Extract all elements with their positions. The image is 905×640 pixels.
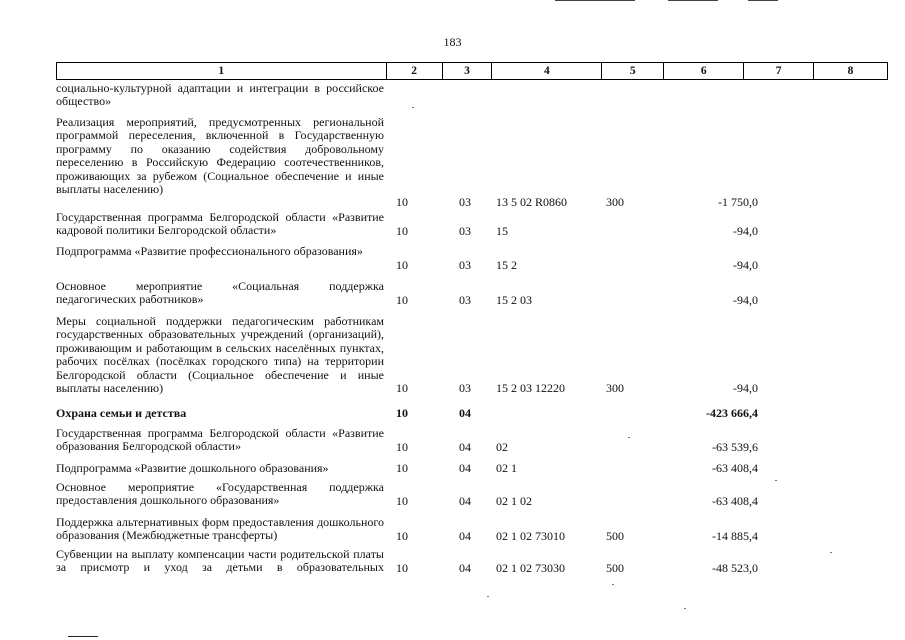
row-section: 10 (396, 195, 408, 209)
row-expense-type: 300 (606, 195, 624, 209)
top-rule-mid (668, 0, 718, 1)
row-subsection: 04 (459, 529, 471, 543)
row-subsection: 04 (459, 440, 471, 454)
scan-speck (775, 480, 777, 481)
row-target-code: 02 1 02 73010 (496, 529, 565, 543)
row-section: 10 (396, 440, 408, 454)
table-header (56, 62, 888, 80)
header-col-1: 1 (57, 63, 387, 79)
header-col-4: 4 (492, 63, 602, 79)
row-amount: -14 885,4 (712, 529, 758, 543)
scan-speck (612, 584, 614, 585)
row-target-code: 15 (496, 224, 508, 238)
row-section: 10 (396, 258, 408, 272)
row-subsection: 03 (459, 293, 471, 307)
row-target-code: 15 2 03 (496, 293, 532, 307)
row-target-code: 15 2 03 12220 (496, 381, 565, 395)
row-subsection: 04 (459, 494, 471, 508)
row-target-code: 13 5 02 R0860 (496, 195, 568, 209)
row-amount: -63 408,4 (712, 494, 758, 508)
row-amount: -63 408,4 (712, 461, 758, 475)
row-amount: -94,0 (733, 258, 758, 272)
row-subsection: 04 (459, 461, 471, 475)
header-col-2: 2 (387, 63, 443, 79)
row-section: 10 (396, 461, 408, 475)
row-amount: -1 750,0 (718, 195, 758, 209)
row-expense-type: 300 (606, 381, 624, 395)
header-col-7: 7 (744, 63, 814, 79)
row-target-code: 02 1 02 73030 (496, 561, 565, 575)
scan-speck (684, 608, 686, 609)
bottom-rule (68, 636, 98, 637)
scan-speck (487, 596, 489, 597)
header-col-5: 5 (602, 63, 664, 79)
row-section: 10 (396, 494, 408, 508)
row-description: Реализация мероприятий, предусмотренных региональной программой переселения, включенной в Государственную программу по оказанию содействия добровольному переселению в Российскую Федерацию соотечественников, проживающих за рубежом (Социальное обеспечение и иные выплаты населению) (56, 115, 384, 197)
row-description: Подпрограмма «Развитие дошкольного образования» (56, 461, 329, 475)
row-description: Субвенции на выплату компенсации части родительской платы за присмотр и уход за детьми в образовательных (56, 547, 384, 575)
row-description: Основное мероприятие «Социальная поддержка педагогических работников» (56, 279, 384, 307)
row-section: 10 (396, 406, 408, 420)
row-section: 10 (396, 561, 408, 575)
row-description: Государственная программа Белгородской области «Развитие кадровой политики Белгородской области» (56, 210, 384, 238)
row-amount: -94,0 (733, 293, 758, 307)
top-rule-left (555, 0, 635, 1)
row-section: 10 (396, 224, 408, 238)
row-description: Основное мероприятие «Государственная поддержка предоставления дошкольного образования» (56, 480, 384, 508)
header-col-3: 3 (443, 63, 493, 79)
row-amount: -63 539,6 (712, 440, 758, 454)
row-section: 10 (396, 293, 408, 307)
row-subsection: 03 (459, 224, 471, 238)
row-subsection: 04 (459, 561, 471, 575)
row-section: 10 (396, 381, 408, 395)
row-target-code: 02 1 02 (496, 494, 532, 508)
row-target-code: 02 (496, 440, 508, 454)
row-description: Поддержка альтернативных форм предоставления дошкольного образования (Межбюджетные трансферты) (56, 515, 384, 543)
scan-speck (830, 552, 832, 553)
row-description: Государственная программа Белгородской области «Развитие образования Белгородской области» (56, 426, 384, 454)
row-amount: -423 666,4 (706, 406, 758, 420)
row-description: социально-культурной адаптации и интеграции в российское общество» (56, 81, 384, 109)
budget-table (56, 62, 888, 575)
row-description: Охрана семьи и детства (56, 406, 187, 420)
row-target-code: 02 1 (496, 461, 517, 475)
row-expense-type: 500 (606, 529, 624, 543)
row-target-code: 15 2 (496, 258, 517, 272)
page-number: 183 (443, 35, 462, 49)
row-subsection: 03 (459, 258, 471, 272)
row-subsection: 03 (459, 195, 471, 209)
header-col-6: 6 (664, 63, 744, 79)
scan-speck (412, 107, 414, 108)
row-expense-type: 500 (606, 561, 624, 575)
row-subsection: 04 (459, 406, 471, 420)
row-section: 10 (396, 529, 408, 543)
row-description: Меры социальной поддержки педагогическим работникам государственных образовательных учреждений (организаций), проживающим и работающим в сельских населённых пунктах, рабочих посёлках (посёлках городского типа) на территории Белгородской области (Социальное обеспечение и иные выплаты населению) (56, 314, 384, 396)
top-rule-right (748, 0, 778, 1)
header-col-8: 8 (814, 63, 888, 79)
row-amount: -94,0 (733, 381, 758, 395)
scan-speck (628, 437, 630, 438)
row-description: Подпрограмма «Развитие профессионального образования» (56, 244, 363, 258)
row-subsection: 03 (459, 381, 471, 395)
row-amount: -94,0 (733, 224, 758, 238)
row-amount: -48 523,0 (712, 561, 758, 575)
